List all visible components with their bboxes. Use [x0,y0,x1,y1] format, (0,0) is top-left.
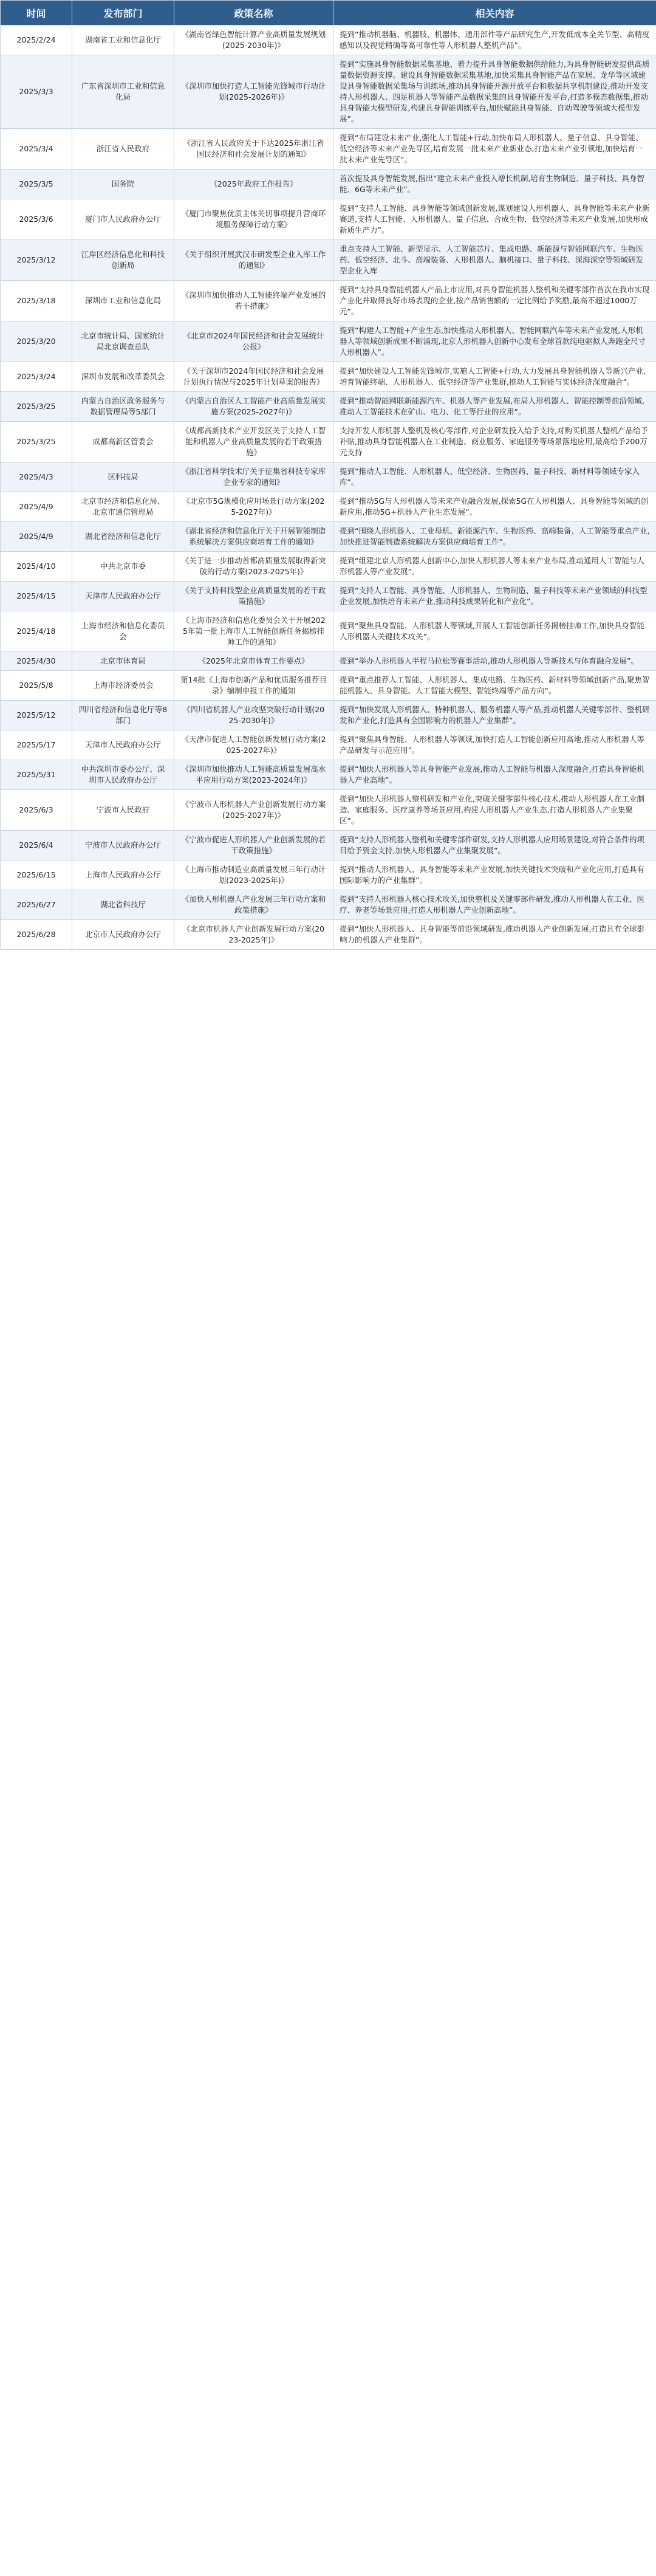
table-row [1,890,656,920]
cell-content: 提到“支持人形机器人整机和关键零部件研发,支持人形机器人应用场景建设,对符合条件的项目给予资金支持,加快人形机器人产业集聚发展”。 [333,831,656,860]
header-policy: 政策名称 [174,1,333,26]
cell-dept: 国务院 [72,170,174,199]
cell-dept: 湖北省科技厅 [72,890,174,920]
table-row [1,170,656,199]
cell-dept: 深圳市发展和改革委员会 [72,362,174,392]
cell-content: 提到“支持人工智能、具身智能等领域创新发展,谋划建设人形机器人、具身智能等未来产业新赛道,支持人工智能、人形机器人、量子信息、合成生物、低空经济等未来产业发展,加快形成新质生产力”。 [333,199,656,240]
cell-content: 提到“组建北京人形机器人创新中心,加快人形机器人等未来产业布局,推动通用人工智能与人形机器人等产业发展”。 [333,552,656,582]
cell-dept: 区科技局 [72,462,174,492]
cell-dept: 广东省深圳市工业和信息化局 [72,55,174,129]
cell-content: 提到“实施具身智能数据采集基地、着力提升具身智能数据供给能力,为具身智能研发提供高质量数据资源支撑。建设具身智能数据采集基地,加快采集具身智能产品在家居、龙华等区域建设具身智能数据采集场与训练场,推动具身智能开源开放平台和数据共享机制建设,推动开发支持人形机器人、四足机器人等智能产品数据采集的具身智能开发平台,打造多模态数据集,推动具身智能大模型研发,构建具身智能训练平台,加快赋能具身智能、自动驾驶等领域大模型发展”。 [333,55,656,129]
table-body [1,26,656,950]
table-row [1,920,656,950]
cell-dept: 北京市人民政府办公厅 [72,920,174,950]
table-row [1,321,656,362]
cell-content: 提到“加快发展人形机器人、特种机器人、服务机器人等产品,推动机器人关键零部件、整机研发和产业化,打造具有全国影响力的机器人产业集群”。 [333,701,656,730]
cell-content: 提到“支持人工智能、具身智能、人形机器人、生物制造、量子科技等未来产业领域的科技型企业发展,加快培育未来产业,推动科技成果转化和产业化”。 [333,582,656,611]
cell-content: 提到“加快建设人工智能先锋城市,实施人工智能+行动,大力发展具身智能机器人等新兴产业,培育智能终端、人形机器人、低空经济等产业集群,推动人工智能与实体经济深度融合”。 [333,362,656,392]
cell-content: 提到“推动人形机器人、具身智能等未来产业发展,加快关键技术突破和产业化应用,打造具有国际影响力的产业集群”。 [333,860,656,890]
cell-dept: 上海市人民政府办公厅 [72,860,174,890]
cell-dept: 深圳市工业和信息化局 [72,281,174,321]
cell-policy: 《2025年北京市体育工作要点》 [174,652,333,671]
cell-dept: 上海市经济和信息化委员会 [72,611,174,652]
table-row [1,240,656,281]
cell-time: 2025/3/4 [1,129,72,170]
cell-policy: 《深圳市加快推动人工智能高质量发展高水平应用行动方案(2023-2024年)》 [174,760,333,790]
cell-time: 2025/6/3 [1,790,72,831]
table-row [1,760,656,790]
table-row [1,730,656,760]
cell-policy: 《关于支持科技型企业高质量发展的若干政策措施》 [174,582,333,611]
cell-dept: 北京市体育局 [72,652,174,671]
cell-content: 提到“聚焦具身智能、人形机器人等领域,加快打造人工智能创新应用高地,推动人形机器人等产品研发与示范应用”。 [333,730,656,760]
cell-dept: 江岸区经济信息化和科技创新局 [72,240,174,281]
cell-policy: 《湖南省绿色智能计算产业高质量发展规划(2025-2030年)》 [174,26,333,55]
cell-time: 2025/3/3 [1,55,72,129]
cell-policy: 《宁波市人形机器人产业创新发展行动方案(2025-2027年)》 [174,790,333,831]
cell-dept: 天津市人民政府办公厅 [72,582,174,611]
cell-content: 提到“支持人形机器人核心技术攻关,加快整机及关键零部件研发,推动人形机器人在工业、医疗、养老等场景应用,打造人形机器人产业创新高地”。 [333,890,656,920]
cell-dept: 湖北省经济和信息化厅 [72,522,174,552]
cell-content: 提到“举办人形机器人半程马拉松等赛事活动,推动人形机器人等新技术与体育融合发展”。 [333,652,656,671]
cell-content: 提到“布局建设未来产业,强化人工智能+行动,加快布局人形机器人、量子信息、具身智能、低空经济等未来产业先导区,培育发展一批未来产业新业态,打造未来产业引领地,加快培育一批未来产业先导区”。 [333,129,656,170]
table-row [1,492,656,522]
cell-content: 提到“重点推荐人工智能、人形机器人、集成电路、生物医药、新材料等领域创新产品,聚焦智能机器人、具身智能、人工智能大模型、智能终端等产品方向”。 [333,671,656,701]
table-row [1,652,656,671]
cell-time: 2025/6/27 [1,890,72,920]
cell-time: 2025/3/25 [1,392,72,422]
cell-content: 提到“推动5G与人形机器人等未来产业融合发展,探索5G在人形机器人、具身智能等领域的创新应用,推动5G+机器人产业生态发展”。 [333,492,656,522]
table-row [1,701,656,730]
cell-content: 提到“加快人形机器人等具身智能产业发展,推动人工智能与机器人深度融合,打造具身智能机器人产业高地”。 [333,760,656,790]
table-row [1,55,656,129]
cell-time: 2025/3/24 [1,362,72,392]
cell-policy: 《成都高新技术产业开发区关于支持人工智能和机器人产业高质量发展的若干政策措施》 [174,422,333,462]
cell-dept: 宁波市人民政府 [72,790,174,831]
cell-dept: 宁波市人民政府办公厅 [72,831,174,860]
cell-time: 2025/3/6 [1,199,72,240]
table-row [1,611,656,652]
cell-time: 2025/4/15 [1,582,72,611]
cell-content: 首次提及具身智能发展,指出“建立未来产业投入增长机制,培育生物制造、量子科技、具身智能、6G等未来产业”。 [333,170,656,199]
cell-dept: 天津市人民政府办公厅 [72,730,174,760]
table-row [1,522,656,552]
cell-policy: 《浙江省人民政府关于下达2025年浙江省国民经济和社会发展计划的通知》 [174,129,333,170]
cell-time: 2025/4/18 [1,611,72,652]
cell-time: 2025/5/12 [1,701,72,730]
cell-time: 2025/5/8 [1,671,72,701]
cell-content: 提到“推动智能网联新能源汽车、机器人等产业发展,布局人形机器人、智能控制等前沿领域,推动人工智能技术在矿山、电力、化工等行业的应用”。 [333,392,656,422]
cell-dept: 中共深圳市委办公厅、深圳市人民政府办公厅 [72,760,174,790]
cell-policy: 第14批《上海市创新产品和优质服务推荐目录》编制申报工作的通知 [174,671,333,701]
cell-time: 2025/6/4 [1,831,72,860]
cell-policy: 《四川省机器人产业攻坚突破行动计划(2025-2030年)》 [174,701,333,730]
table-row [1,362,656,392]
table-row [1,462,656,492]
cell-dept: 浙江省人民政府 [72,129,174,170]
cell-content: 重点支持人工智能、新型显示、人工智能芯片、集成电路、新能源与智能网联汽车、生物医药、低空经济、北斗、高端装备、人形机器人、脑机接口、量子科技、深海深空等领域研发型企业入库 [333,240,656,281]
cell-policy: 《北京市机器人产业创新发展行动方案(2023-2025年)》 [174,920,333,950]
cell-dept: 北京市统计局、国家统计局北京调查总队 [72,321,174,362]
cell-content: 提到“加快人形机器人、具身智能等前沿领域研发,推动机器人产业创新发展,打造具有全球影响力的机器人产业集群”。 [333,920,656,950]
cell-dept: 四川省经济和信息化厅等8部门 [72,701,174,730]
cell-policy: 《上海市经济和信息化委员会关于开展2025年第一批上海市人工智能创新任务揭榜挂帅工作的通知》 [174,611,333,652]
cell-time: 2025/3/25 [1,422,72,462]
policy-table [0,0,656,950]
table-row [1,129,656,170]
cell-time: 2025/4/9 [1,522,72,552]
cell-policy: 《北京市5G规模化应用场景行动方案(2025-2027年)》 [174,492,333,522]
header-content: 相关内容 [333,1,656,26]
cell-dept: 湖南省工业和信息化厅 [72,26,174,55]
cell-time: 2025/3/18 [1,281,72,321]
table-row [1,860,656,890]
table-row [1,26,656,55]
cell-policy: 《关于组织开展武汉市研发型企业入库工作的通知》 [174,240,333,281]
cell-time: 2025/4/30 [1,652,72,671]
cell-content: 支持开发人形机器人整机及核心零部件,对企业研发投入给予支持,对购买机器人整机产品给予补贴,推动具身智能机器人在工业制造、商业服务、家庭服务等场景落地应用,最高给予200万元支持 [333,422,656,462]
cell-time: 2025/2/24 [1,26,72,55]
cell-dept: 成都高新区管委会 [72,422,174,462]
header-dept: 发布部门 [72,1,174,26]
cell-time: 2025/4/9 [1,492,72,522]
table-header-row [1,1,656,26]
table-row [1,422,656,462]
cell-dept: 厦门市人民政府办公厅 [72,199,174,240]
cell-content: 提到“支持具身智能机器人产品上市应用,对具身智能机器人整机和关键零部件首次在我市实现产业化并取得良好市场表现的企业,按产品销售额的一定比例给予奖励,最高不超过1000万元”。 [333,281,656,321]
cell-dept: 上海市经济委员会 [72,671,174,701]
cell-content: 提到“推动人工智能、人形机器人、低空经济、生物医药、量子科技、新材料等领域专家入库”。 [333,462,656,492]
cell-policy: 《北京市2024年国民经济和社会发展统计公报》 [174,321,333,362]
cell-policy: 《湖北省经济和信息化厅关于开展智能制造系统解决方案供应商培育工作的通知》 [174,522,333,552]
cell-content: 提到“推动机器脑、机器肢、机器体、通用部件等产品研究生产,开发低成本全关节型、高精度感知以及视觉精确等高可靠性等人形机器人整机产品”。 [333,26,656,55]
cell-policy: 《天津市促进人工智能创新发展行动方案(2025-2027年)》 [174,730,333,760]
table-row [1,582,656,611]
cell-time: 2025/3/12 [1,240,72,281]
table-row [1,790,656,831]
table-row [1,671,656,701]
cell-time: 2025/3/5 [1,170,72,199]
cell-content: 提到“加快人形机器人整机研发和产业化,突破关键零部件核心技术,推动人形机器人在工业制造、家庭服务、医疗康养等场景应用,构建人形机器人产业生态,打造人形机器人产业集聚区”。 [333,790,656,831]
cell-time: 2025/4/10 [1,552,72,582]
cell-policy: 《浙江省科学技术厅关于征集省科技专家库企业专家的通知》 [174,462,333,492]
cell-policy: 《深圳市加快打造人工智能先锋城市行动计划(2025-2026年)》 [174,55,333,129]
cell-time: 2025/5/31 [1,760,72,790]
cell-content: 提到“聚焦具身智能、人形机器人等领域,开展人工智能创新任务揭榜挂帅工作,加快具身智能人形机器人关键技术攻关”。 [333,611,656,652]
cell-policy: 《关于深圳市2024年国民经济和社会发展计划执行情况与2025年计划草案的报告》 [174,362,333,392]
cell-policy: 《2025年政府工作报告》 [174,170,333,199]
table-row [1,392,656,422]
cell-content: 提到“围绕人形机器人、工业母机、新能源汽车、生物医药、高端装备、人工智能等重点产业,加快推进智能制造系统解决方案供应商培育工作”。 [333,522,656,552]
cell-time: 2025/5/17 [1,730,72,760]
table-row [1,552,656,582]
cell-policy: 《宁波市促进人形机器人产业创新发展的若干政策措施》 [174,831,333,860]
cell-content: 提到“构建人工智能+产业生态,加快推动人形机器人、智能网联汽车等未来产业发展,人形机器人等领域创新成果不断涌现,北京人形机器人创新中心发布全球首款纯电驱拟人奔跑全尺寸人形机器人”。 [333,321,656,362]
table-row [1,281,656,321]
cell-dept: 中共北京市委 [72,552,174,582]
cell-time: 2025/4/3 [1,462,72,492]
table-row [1,199,656,240]
cell-time: 2025/6/15 [1,860,72,890]
cell-policy: 《加快人形机器人产业发展三年行动方案和政策措施》 [174,890,333,920]
cell-time: 2025/6/28 [1,920,72,950]
cell-policy: 《上海市推动制造业高质量发展三年行动计划(2023-2025年)》 [174,860,333,890]
cell-policy: 《关于进一步推动首都高质量发展取得新突破的行动方案(2023-2025年)》 [174,552,333,582]
header-time: 时间 [1,1,72,26]
cell-dept: 内蒙古自治区政务服务与数据管理局等5部门 [72,392,174,422]
table-row [1,831,656,860]
cell-dept: 北京市经济和信息化局、北京市通信管理局 [72,492,174,522]
cell-time: 2025/3/20 [1,321,72,362]
cell-policy: 《深圳市加快推动人工智能终端产业发展的若干措施》 [174,281,333,321]
cell-policy: 《厦门市聚焦优质主体关切事项提升营商环境服务保障行动方案》 [174,199,333,240]
cell-policy: 《内蒙古自治区人工智能产业高质量发展实施方案(2025-2027年)》 [174,392,333,422]
